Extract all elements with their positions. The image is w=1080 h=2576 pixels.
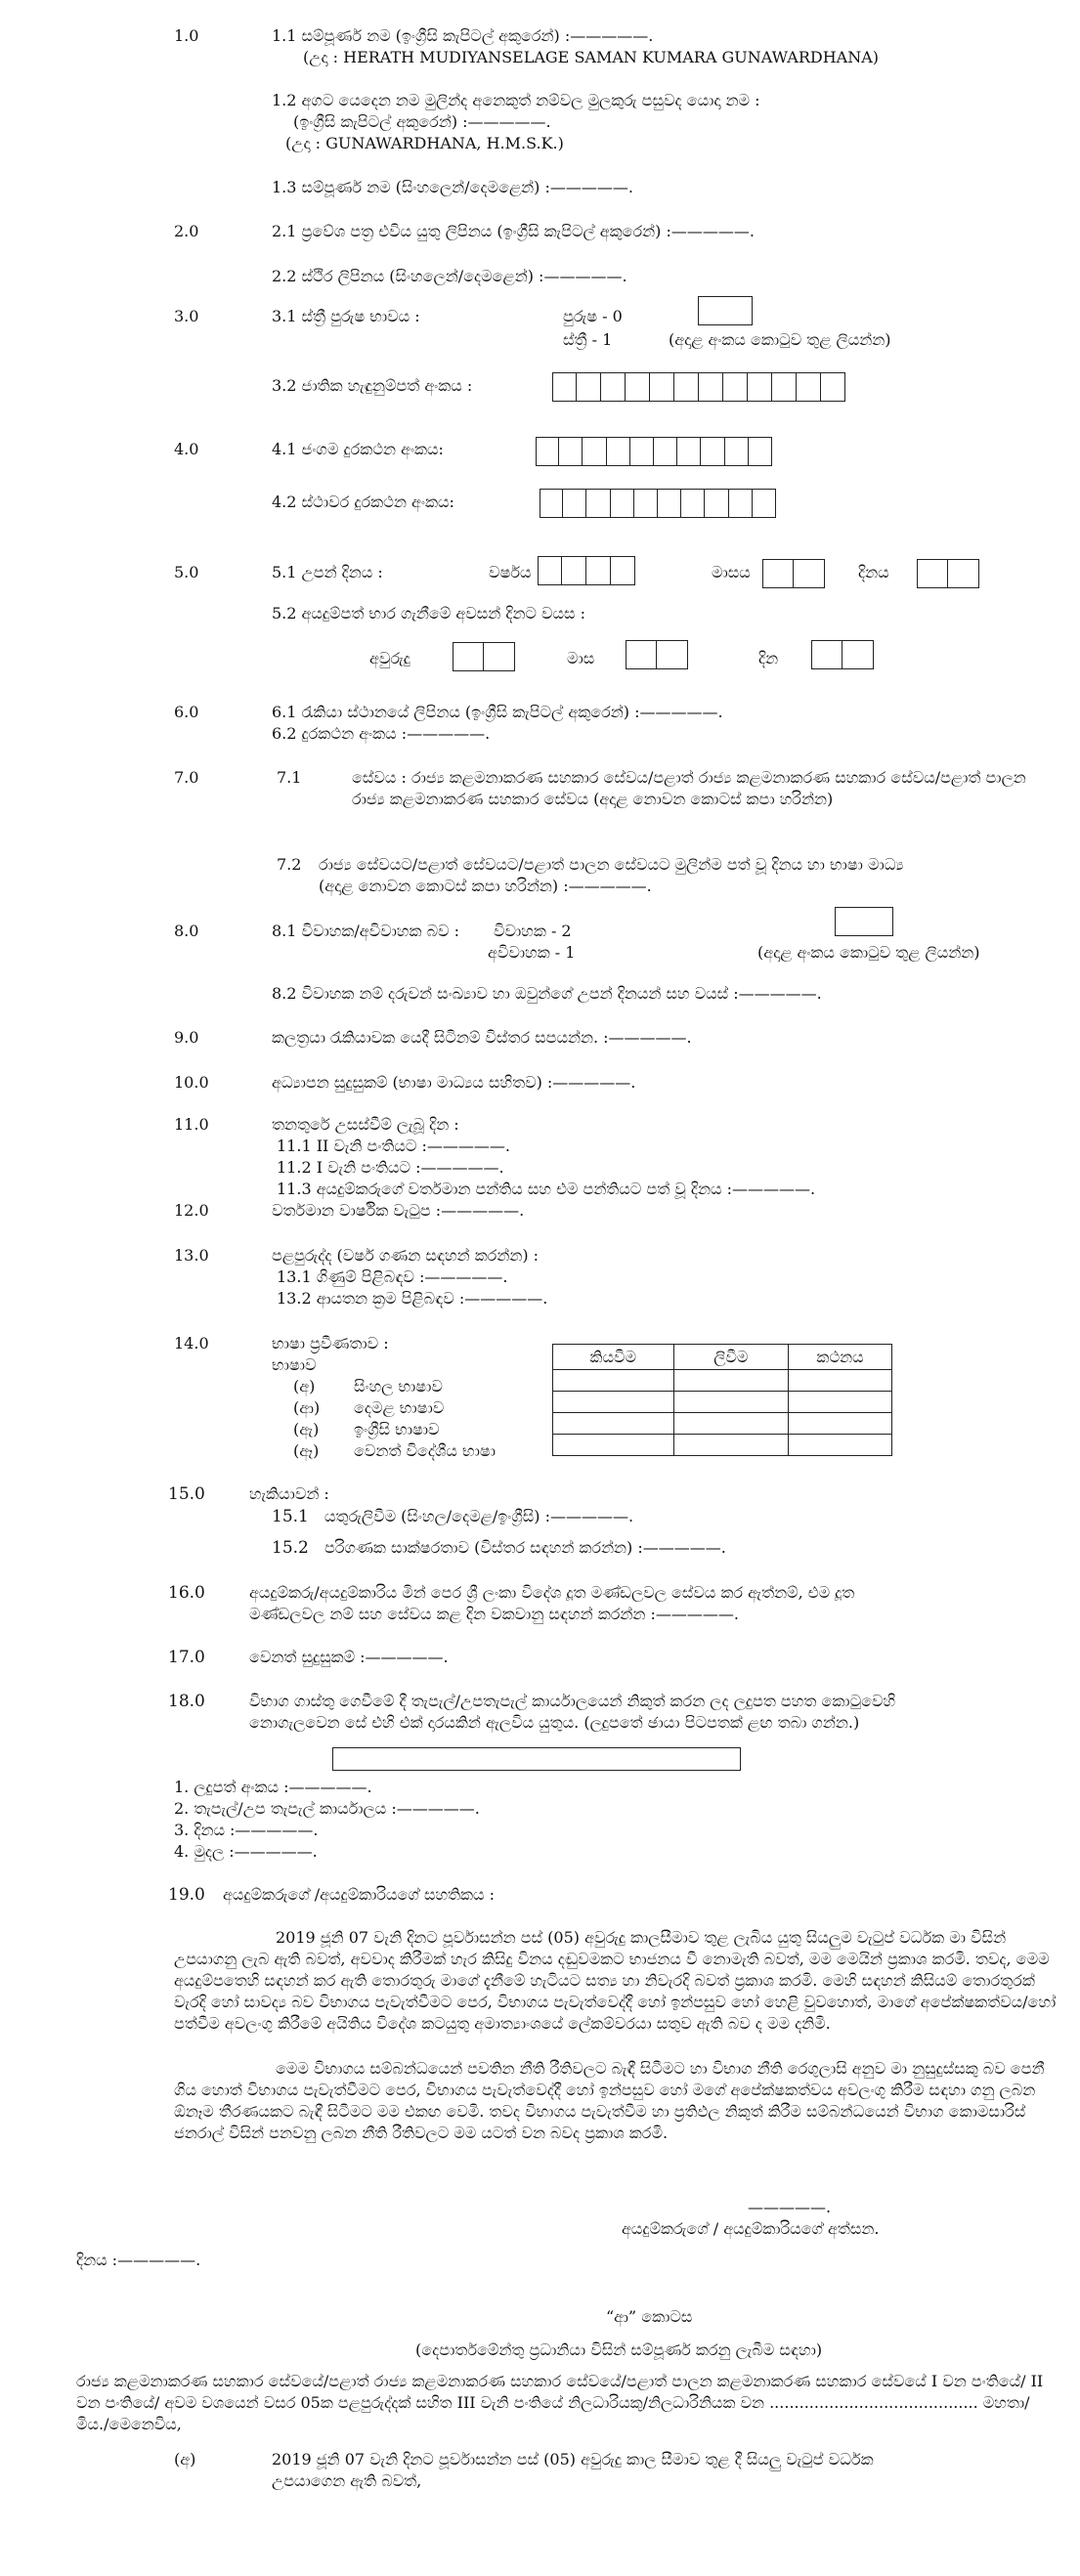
gender-female-code: ස්ත්‍රී - 1: [563, 330, 613, 349]
receipt-instruction-line-2: නොගැලවෙන සේ එහි එක් දාරයකින් ඇලවිය යුතුය. (ලදුපතේ ඡායා පිටපතක් ළඟ තබා ගන්න.): [249, 1713, 860, 1732]
section-number-19: 19.0: [168, 1885, 205, 1905]
table-header-row: [553, 1345, 892, 1370]
language-row-mark: (ආ): [293, 1398, 321, 1417]
receipt-amount-field[interactable]: 4. මුදල :—————.: [174, 1842, 318, 1861]
table-cell[interactable]: [673, 1370, 788, 1392]
full-name-sinhala-field[interactable]: 1.3 සම්පූර්ණ නම (සිංහලෙන්/දෙමළෙන්) :—————.: [272, 178, 633, 196]
first-appointment-label: රාජ්‍ය සේවයට/පළාත් සේවයට/පළාත් පාලන සේවයට මුලින්ම පත් වූ දිනය හා භාෂා මාධ්‍ය: [319, 855, 904, 874]
age-days-label: දින: [758, 649, 779, 667]
applicant-signature-label: අයදුම්කරුගේ / අයදුම්කාරියගේ අත්සන.: [622, 2219, 880, 2238]
name-with-initials-label: 1.2 අගට යෙදෙන නම මුලින්ද අනෙකුත් නම්වල මුලකුරු පසුවද යොදා නම :: [272, 91, 760, 109]
table-cell[interactable]: [553, 1392, 674, 1413]
certificate-date-field[interactable]: දිනය :—————.: [76, 2251, 201, 2269]
mobile-number-boxes[interactable]: [536, 437, 772, 466]
typing-skill-field[interactable]: යතුරුලිවීම (සිංහල/දෙමළ/ඉංග්‍රීසි) :—————.: [324, 1507, 634, 1525]
table-row: [553, 1435, 892, 1456]
certificate-paragraph-1: 2019 ජූනි 07 වැනි දිනට පූර්වාසන්න පස් (05) අවුරුදු කාලසීමාව තුළ ලැබිය යුතු සියලුම වැටුප් වර්ධක මා විසින් උපයාගනු ලැබ ඇති බවත්, අවවාද කිරීමක් හැර කිසිදු විනය දඬුවමකට භාජනය වී නොමැති බවත්, මම මෙයින් ප්‍රකාශ කරමි. තවද, මෙම අයදුම්පතෙහි සඳහන් කර ඇති තොරතුරු මාගේ දැනීමේ හැටියට සත්‍ය හා නිවැරදි බවත් ප්‍රකාශ කරමි. මෙහි සඳහන් කිසියම් තොරතුරක් වැරදි හෝ සාවද්‍ය බව විභාගය පැවැත්වීමට පෙර, විභාගය පැවැත්වෙද්දී හෝ ඉන්පසුව හෝ හෙළි වුවහොත්, මාගේ අපේක්ෂකත්වය/හෝ පත්වීම අවලංගු කිරීමේ අයිතිය විදේශ කටයුතු අමාත්‍යාංශයේ ලේකම්වරයා සතුව ඇති බව ද මම දනිමි.: [174, 1928, 1057, 2033]
language-row-label: දෙමළ භාෂාව: [354, 1398, 445, 1417]
dob-year-boxes[interactable]: [538, 556, 635, 585]
age-years-boxes[interactable]: [453, 642, 515, 671]
full-name-english-field[interactable]: 1.1 සම්පූර්ණ නම (ඉංග්‍රීසි කැපිටල් අකුරෙන්) :—————.: [272, 26, 654, 45]
section-number-4: 4.0: [174, 440, 199, 458]
section-number-17: 17.0: [168, 1648, 205, 1667]
section-number-9: 9.0: [174, 1028, 199, 1047]
language-row-mark: (අ): [293, 1377, 316, 1395]
language-row-label: සිංහල භාෂාව: [354, 1377, 443, 1395]
section-number-2: 2.0: [174, 222, 199, 240]
married-code: විවාහක - 2: [494, 922, 572, 940]
foreign-mission-service-field[interactable]: මණ්ඩලවල නම් සහ සේවය කළ දින වකවානු සඳහන් කරන්න :—————.: [249, 1605, 739, 1623]
experience-label: පළපුරුද්ද (වර්ෂ ගණන සඳහන් කරන්න) :: [272, 1246, 540, 1265]
service-field[interactable]: සේවය : රාජ්‍ය කළමනාකරණ සහකාර සේවය/පළාත් රාජ්‍ය කළමනාකරණ සහකාර සේවය/පළාත් පාලන රාජ්‍ය කළමනාකරණ සහකාර සේවය (අදාළ නොවන කොටස් කපා හරින්න): [352, 768, 1026, 808]
section-number-14: 14.0: [174, 1334, 209, 1352]
section-number-18: 18.0: [168, 1692, 205, 1711]
name-with-initials-example: (උදා : GUNAWARDHANA, H.M.S.K.): [285, 134, 564, 152]
table-row: [553, 1392, 892, 1413]
landline-number-boxes[interactable]: [540, 489, 776, 518]
establishment-experience-field[interactable]: 13.2 ආයතන ක්‍රම පිළිබඳව :—————.: [277, 1289, 548, 1308]
receipt-instruction-line-1: විභාග ගාස්තු ගෙවීමේ දී තැපැල්/උපතැපැල් කාර්යාලයෙන් නිකුත් කරන ලද ලදුපත පහත කොටුවෙහි: [249, 1692, 896, 1710]
education-field[interactable]: අධ්‍යාපන සුදුසුකම් (භාෂා මාධ්‍යය සහිතව) :—————.: [272, 1073, 636, 1092]
part-b-title: “ආ” කොටස: [606, 2307, 693, 2326]
dob-month-label: මාසය: [712, 563, 751, 581]
section-number-10: 10.0: [174, 1073, 209, 1092]
nic-number-boxes[interactable]: [552, 372, 845, 402]
language-row-label: ඉංග්‍රීසි භාෂාව: [354, 1420, 440, 1438]
language-column-label: භාෂාව: [272, 1355, 317, 1374]
section-number-8: 8.0: [174, 922, 199, 940]
accounts-experience-field[interactable]: 13.1 ගිණුම් පිළිබඳව :—————.: [277, 1267, 508, 1286]
foreign-mission-service-label: අයදුම්කරු/අයදුම්කාරිය මින් පෙර ශ්‍රී ලංකා විදේශ දූත මණ්ඩලවල සේවය කර ඇත්නම්, එම දූත: [249, 1583, 855, 1602]
gender-instruction: (අදාළ අංකය කොටුව තුළ ලියන්න): [669, 330, 891, 349]
landline-number-label: 4.2 ස්ථාවර දුරකථන අංකය:: [272, 493, 454, 511]
marital-status-code-box[interactable]: [835, 907, 893, 936]
computer-literacy-field[interactable]: පරිගණක සාක්ෂරතාව (විස්තර සඳහන් කරන්න) :—————.: [324, 1538, 726, 1557]
gender-code-box[interactable]: [698, 296, 753, 325]
full-name-example: (උදා : HERATH MUDIYANSELAGE SAMAN KUMARA GUNAWARDHANA): [303, 48, 880, 66]
promotion-class-1-field[interactable]: 11.2 I වැනි පංතියට :—————.: [277, 1158, 504, 1177]
certificate-paragraph-2: මෙම විභාගය සම්බන්ධයෙන් පවතින නීති රීතිවලට බැඳී සිටීමට හා විභාග නීති රෙගුලාසි අනුව මා නුසුදුස්සකු බව පෙනී ගිය හොත් විභාගය පැවැත්වීමට පෙර, විභාගය පැවැත්වෙද්දී හෝ ඉන්පසුව හෝ මගේ අපේක්ෂකත්වය අවලංගු කිරීම සඳහා ගනු ලබන ඕනෑම තීරණයකට බැඳී සිටීමට මම එකඟ වෙමි. තවද විභාගය පැවැත්වීම හා ප්‍රතිඵල නිකුත් කිරීම සම්බන්ධයෙන් විභාග කොමසාරිස් ජනරාල් විසින් පනවනු ලබන නීති රීතිවලට මම යටත් වන බවද ප්‍රකාශ කරමි.: [174, 2059, 1045, 2142]
language-row-mark: (ඇ): [293, 1420, 320, 1438]
section-number-1: 1.0: [174, 26, 199, 45]
table-cell[interactable]: [553, 1435, 674, 1456]
permanent-address-field[interactable]: 2.2 ස්ථිර ලිපිනය (සිංහලෙන්/දෙමළෙන්) :—————.: [272, 267, 627, 285]
table-row: [553, 1413, 892, 1435]
table-cell[interactable]: [673, 1435, 788, 1456]
part-b-item-a-line-2: උපයාගෙන ඇති බවත්,: [272, 2471, 422, 2490]
skills-label: හැකියාවන් :: [249, 1484, 329, 1503]
section-number-5: 5.0: [174, 563, 199, 581]
language-proficiency-table: [552, 1344, 892, 1456]
dob-month-boxes[interactable]: [762, 559, 825, 588]
age-at-closing-label: 5.2 අයදුම්පත් භාර ගැනීමේ අවසන් දිනට වයස :: [272, 604, 586, 623]
language-row-mark: (ඈ): [293, 1441, 320, 1460]
other-qualifications-field[interactable]: වෙනත් සුදුසුකම් :—————.: [249, 1648, 449, 1666]
workplace-address-field[interactable]: 6.1 රැකියා ස්ථානයේ ලිපිනය (ඉංග්‍රීසි කැපිටල් අකුරෙන්) :—————.: [272, 703, 723, 721]
first-appointment-field[interactable]: (අදාළ නොවන කොටස් කපා හරින්න) :—————.: [319, 877, 652, 895]
table-cell[interactable]: [553, 1413, 674, 1435]
mailing-address-field[interactable]: 2.1 ප්‍රවේශ පත්‍ර එවිය යුතු ලිපිනය (ඉංග්‍රීසි කැපිටල් අකුරෙන්) :—————.: [272, 222, 755, 240]
dob-day-boxes[interactable]: [917, 559, 979, 588]
signature-line[interactable]: —————.: [748, 2198, 832, 2216]
computer-literacy-item-number: 15.2: [272, 1538, 309, 1558]
gender-male-code: පුරුෂ - 0: [563, 307, 623, 325]
dob-year-label: වර්ෂය: [489, 563, 532, 581]
spouse-employment-field[interactable]: කලත්‍රයා රැකියාවක යෙදී සිටිනම් විස්තර සපයන්න. :—————.: [272, 1028, 692, 1047]
appointment-item-number: 7.2: [277, 855, 302, 874]
language-proficiency-label: භාෂා ප්‍රවීණතාව :: [272, 1334, 389, 1352]
table-row: [553, 1370, 892, 1392]
date-of-birth-label: 5.1 උපන් දිනය :: [272, 563, 383, 581]
receipt-paste-box[interactable]: [332, 1747, 741, 1771]
marital-status-instruction: (අදාළ අංකය කොටුව තුළ ලියන්න): [757, 943, 980, 962]
section-number-13: 13.0: [174, 1246, 209, 1265]
table-cell[interactable]: [673, 1413, 788, 1435]
unmarried-code: අවිවාහක - 1: [488, 943, 576, 962]
age-years-label: අවුරුදු: [369, 649, 410, 667]
receipt-number-field[interactable]: 1. ලදුපත් අංකය :—————.: [174, 1778, 372, 1796]
receipt-date-field[interactable]: 3. දිනය :—————.: [174, 1821, 319, 1839]
part-b-officer-paragraph: රාජ්‍ය කළමනාකරණ සහකාර සේවයේ/පළාත් රාජ්‍ය කළමනාකරණ සහකාර සේවයේ/පළාත් පාලන කළමනාකරණ සහකාර සේවයේ I වන පංතියේ/ II වන පංතියේ/ අවම වශයෙන් වසර 05ක පළපුරුද්දක් සහිත III වැනි පංතියේ නිලධාරියකු/නිලධාරිනියක වන .......................................... මහතා/මිය./මෙනෙවිය,: [76, 2372, 1044, 2433]
nic-number-label: 3.2 ජාතික හැඳුනුම්පත් අංකය :: [272, 376, 473, 395]
language-row-label: වෙනත් විදේශීය භාෂා: [354, 1441, 496, 1460]
table-cell[interactable]: [789, 1370, 892, 1392]
mobile-number-label: 4.1 ජංගම දුරකථන අංකය:: [272, 440, 444, 458]
table-cell[interactable]: [789, 1392, 892, 1413]
reading-column-header: කියවීම: [553, 1345, 674, 1370]
section-number-7: 7.0: [174, 768, 199, 787]
annual-salary-field[interactable]: වර්තමාන වාර්ෂික වැටුප :—————.: [272, 1201, 525, 1220]
section-number-6: 6.0: [174, 703, 199, 721]
table-cell[interactable]: [553, 1370, 674, 1392]
post-office-field[interactable]: 2. තැපැල්/උප තැපැල් කාර්යාලය :—————.: [174, 1799, 480, 1818]
typing-item-number: 15.1: [272, 1507, 309, 1526]
table-cell[interactable]: [789, 1413, 892, 1435]
section-number-3: 3.0: [174, 307, 199, 325]
speaking-column-header: කථනය: [789, 1345, 892, 1370]
age-months-label: මාස: [567, 649, 595, 667]
service-item-number: 7.1: [277, 768, 302, 787]
writing-column-header: ලිවීම: [673, 1345, 788, 1370]
part-b-subtitle: (දෙපාර්තමේන්තු ප්‍රධානියා විසින් සම්පූර්ණ කරනු ලැබීම සඳහා): [415, 2340, 823, 2359]
section-number-16: 16.0: [168, 1583, 205, 1603]
children-details-field[interactable]: 8.2 විවාහක නම් දරුවන් සංඛ්‍යාව හා ඔවුන්ගේ උපන් දිනයන් සහ වයස් :—————.: [272, 984, 822, 1003]
table-cell[interactable]: [789, 1435, 892, 1456]
promotion-class-2-field[interactable]: 11.1 II වැනි පංතියට :—————.: [277, 1137, 510, 1155]
part-b-item-a-mark: (අ): [174, 2450, 196, 2469]
dob-day-label: දිනය: [858, 563, 889, 581]
table-cell[interactable]: [673, 1392, 788, 1413]
section-number-15: 15.0: [168, 1484, 205, 1504]
age-days-boxes[interactable]: [811, 640, 874, 669]
section-number-12: 12.0: [174, 1201, 209, 1220]
section-number-11: 11.0: [174, 1115, 209, 1134]
gender-label: 3.1 ස්ත්‍රී පුරුෂ භාවය :: [272, 307, 420, 325]
applicant-certificate-label: අයදුම්කරුගේ /අයදුම්කාරියගේ සහතිකය :: [223, 1885, 496, 1904]
current-class-field[interactable]: 11.3 අයදුම්කරුගේ වර්තමාන පන්තිය සහ එම පන්තියට පත් වූ දිනය :—————.: [277, 1180, 816, 1198]
workplace-phone-field[interactable]: 6.2 දුරකථන අංකය :—————.: [272, 724, 491, 743]
name-with-initials-field[interactable]: (ඉංග්‍රීසි කැපිටල් අකුරෙන්) :—————.: [293, 112, 551, 131]
part-b-item-a-line-1: 2019 ජූනි 07 වැනි දිනට පූර්වාසන්න පස් (05) අවුරුදු කාල සීමාව තුළ දී සියලු වැටුප් වර්ධක: [272, 2450, 874, 2469]
age-months-boxes[interactable]: [626, 640, 688, 669]
marital-status-label: 8.1 විවාහක/අවිවාහක බව :: [272, 922, 459, 940]
promotion-dates-label: තනතුරේ උසස්වීම් ලැබූ දින :: [272, 1115, 459, 1134]
